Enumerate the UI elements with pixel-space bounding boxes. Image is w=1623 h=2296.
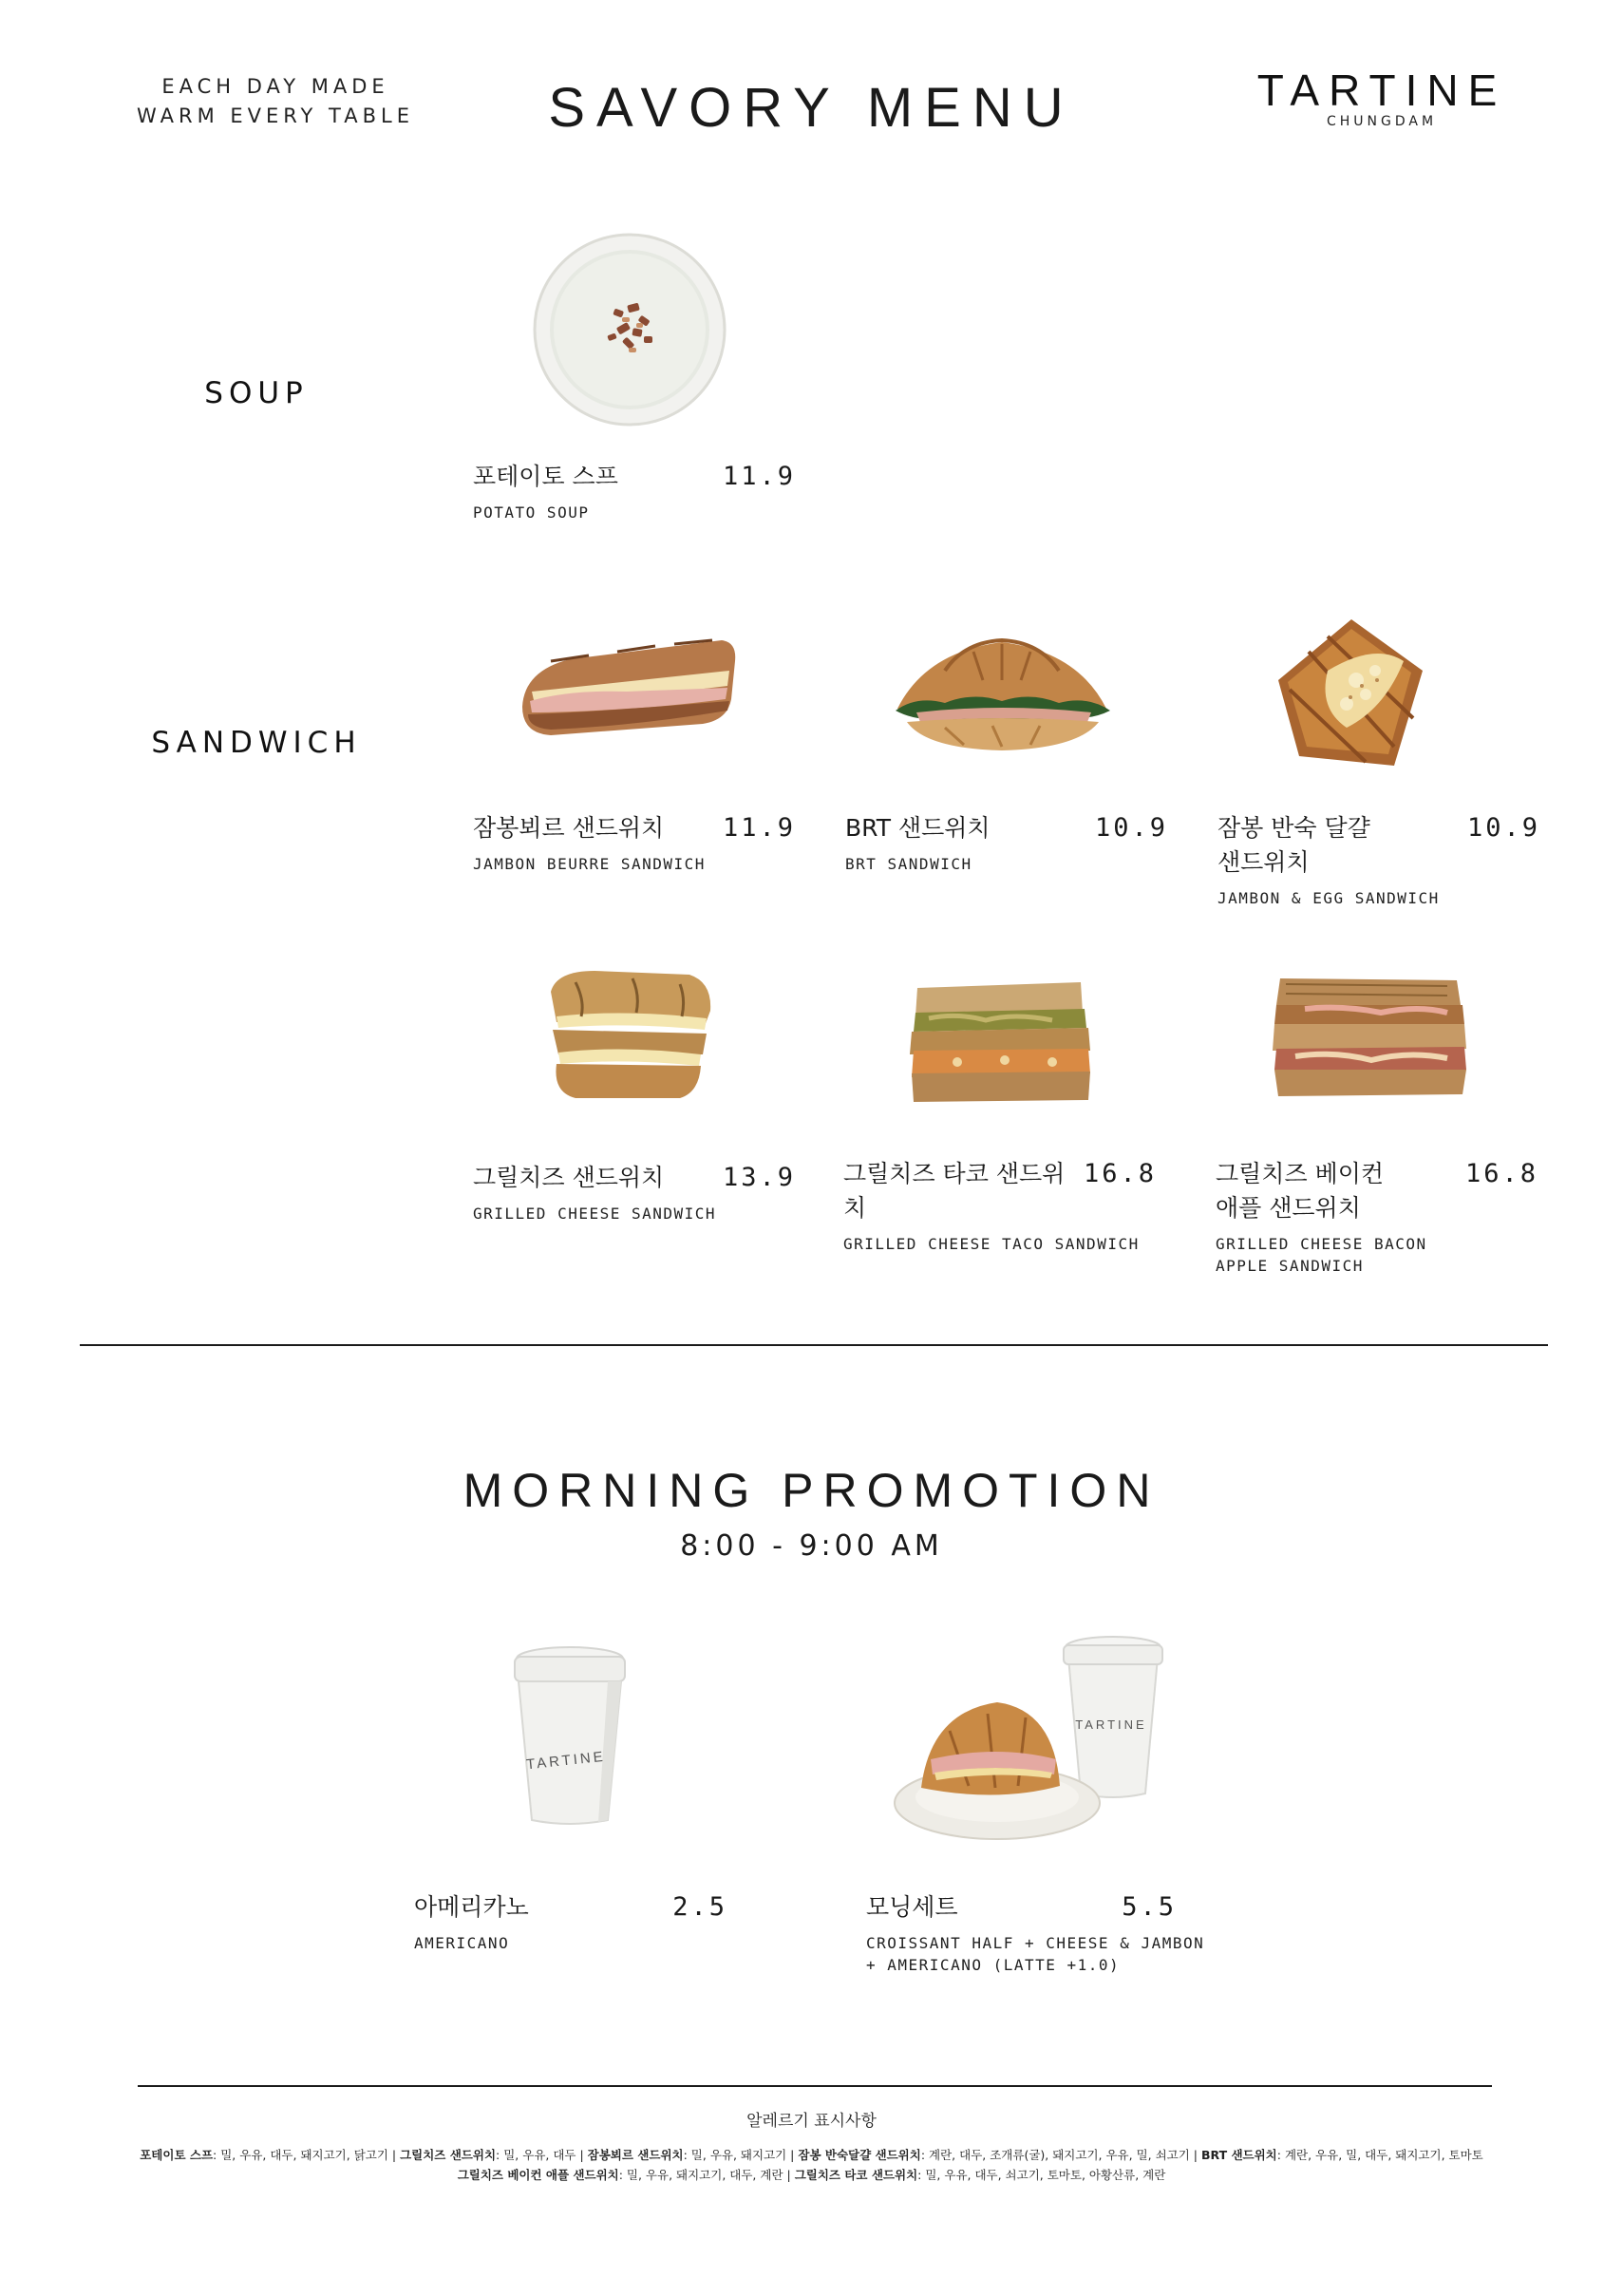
item-name-en: CROISSANT HALF + CHEESE & JAMBON + AMERICANO (LATTE +1.0) <box>866 1934 1205 1974</box>
allergy-item-name: 그릴치즈 베이컨 애플 샌드위치 <box>457 2168 619 2182</box>
promotion-title: MORNING PROMOTION <box>462 1464 1161 1517</box>
menu-item-potato-soup <box>473 460 796 523</box>
item-name-ko: 잠봉 반숙 달걀 샌드위치 <box>1217 814 1370 876</box>
allergy-item-name: 그릴치즈 샌드위치 <box>400 2148 497 2162</box>
section-label-sandwich: SANDWICH <box>151 726 362 760</box>
allergy-item-text: : 밀, 우유, 대두, 돼지고기, 닭고기 | <box>213 2148 401 2162</box>
cup-logo-text: TARTINE <box>525 1748 607 1774</box>
footer-divider <box>138 2085 1492 2087</box>
item-price: 2.5 <box>672 1892 727 1922</box>
allergy-item-text: : 밀, 우유, 대두, 쇠고기, 토마토, 아황산류, 계란 <box>917 2168 1166 2182</box>
croissant-sandwich-icon <box>888 623 1116 756</box>
allergy-item-text: : 계란, 대두, 조개류(굴), 돼지고기, 우유, 밀, 쇠고기 | <box>920 2148 1201 2162</box>
item-name-ko: 모닝세트 <box>866 1893 958 1921</box>
item-price: 11.9 <box>722 462 796 491</box>
item-price: 13.9 <box>722 1163 796 1192</box>
allergy-item-name: BRT 샌드위치 <box>1200 2148 1277 2162</box>
allergy-title: 알레르기 표시사항 <box>746 2112 877 2131</box>
item-name-en: AMERICANO <box>414 1934 510 1952</box>
item-name-ko: 포테이토 스프 <box>473 463 618 490</box>
allergy-item-text: : 밀, 우유, 대두 | <box>496 2148 588 2162</box>
section-label-soup: SOUP <box>204 376 309 410</box>
allergy-item-name: 잠봉뵈르 샌드위치 <box>587 2148 684 2162</box>
grilled-cheese-bacon-icon <box>1267 971 1476 1104</box>
allergy-item-name: 포테이토 스프 <box>140 2148 214 2162</box>
baguette-sandwich-icon <box>513 633 741 747</box>
item-price: 10.9 <box>1094 813 1168 843</box>
item-name-en: BRT SANDWICH <box>845 855 972 873</box>
allergy-item-text: : 밀, 우유, 돼지고기, 대두, 계란 | <box>618 2168 795 2182</box>
menu-item-morning-set <box>866 1890 1205 1976</box>
egg-danish-icon <box>1271 614 1432 775</box>
promotion-time: 8:00 - 9:00 AM <box>680 1529 943 1563</box>
item-name-en: GRILLED CHEESE BACON APPLE SANDWICH <box>1216 1235 1427 1275</box>
item-price: 16.8 <box>1464 1159 1538 1188</box>
coffee-cup-icon <box>503 1641 636 1831</box>
menu-item-americano <box>414 1890 727 1954</box>
soup-bowl-icon <box>530 230 729 429</box>
grilled-cheese-taco-icon <box>900 975 1100 1108</box>
item-name-en: GRILLED CHEESE TACO SANDWICH <box>843 1235 1140 1253</box>
item-name-ko: 그릴치즈 타코 샌드위치 <box>843 1160 1066 1222</box>
menu-item-brt <box>845 811 1168 875</box>
allergy-item-text: : 계란, 우유, 밀, 대두, 돼지고기, 토마토 <box>1276 2148 1483 2162</box>
menu-item-grilled-cheese-taco <box>843 1157 1157 1255</box>
brand-logo <box>1254 66 1510 129</box>
allergy-line-1 <box>57 2146 1566 2165</box>
item-name-ko: 아메리카노 <box>414 1893 529 1921</box>
brand-location: CHUNGDAM <box>1326 114 1438 129</box>
menu-item-jambon-egg <box>1217 811 1540 909</box>
croissant-set-icon <box>893 1626 1178 1845</box>
item-price: 11.9 <box>722 813 796 843</box>
menu-item-grilled-cheese <box>473 1161 796 1224</box>
item-name-en: POTATO SOUP <box>473 503 590 522</box>
tagline-line-2: WARM EVERY TABLE <box>137 104 414 127</box>
item-name-en: JAMBON & EGG SANDWICH <box>1217 889 1440 907</box>
item-name-ko: 그릴치즈 베이컨 애플 샌드위치 <box>1216 1160 1384 1222</box>
item-name-ko: 잠봉뵈르 샌드위치 <box>473 814 665 842</box>
grilled-cheese-icon <box>538 963 718 1106</box>
allergy-item-name: 그릴치즈 타코 샌드위치 <box>794 2168 918 2182</box>
item-name-en: GRILLED CHEESE SANDWICH <box>473 1205 717 1223</box>
item-price: 10.9 <box>1466 813 1540 843</box>
allergy-item-text: : 밀, 우유, 돼지고기 | <box>683 2148 799 2162</box>
menu-item-grilled-cheese-bacon <box>1216 1157 1538 1277</box>
item-price: 5.5 <box>1122 1892 1177 1922</box>
cup-logo-text: TARTINE <box>1075 1717 1147 1732</box>
section-divider <box>80 1344 1548 1346</box>
item-price: 16.8 <box>1083 1159 1157 1188</box>
menu-item-jambon-beurre <box>473 811 796 875</box>
item-name-ko: 그릴치즈 샌드위치 <box>473 1164 665 1191</box>
allergy-line-2 <box>57 2166 1566 2185</box>
allergy-item-name: 잠봉 반숙달걀 샌드위치 <box>798 2148 921 2162</box>
item-name-ko: BRT 샌드위치 <box>845 814 991 842</box>
page-title: SAVORY MENU <box>548 77 1075 139</box>
item-name-en: JAMBON BEURRE SANDWICH <box>473 855 706 873</box>
brand-name: TARTINE <box>1256 66 1507 115</box>
tagline-line-1: EACH DAY MADE <box>161 75 389 98</box>
